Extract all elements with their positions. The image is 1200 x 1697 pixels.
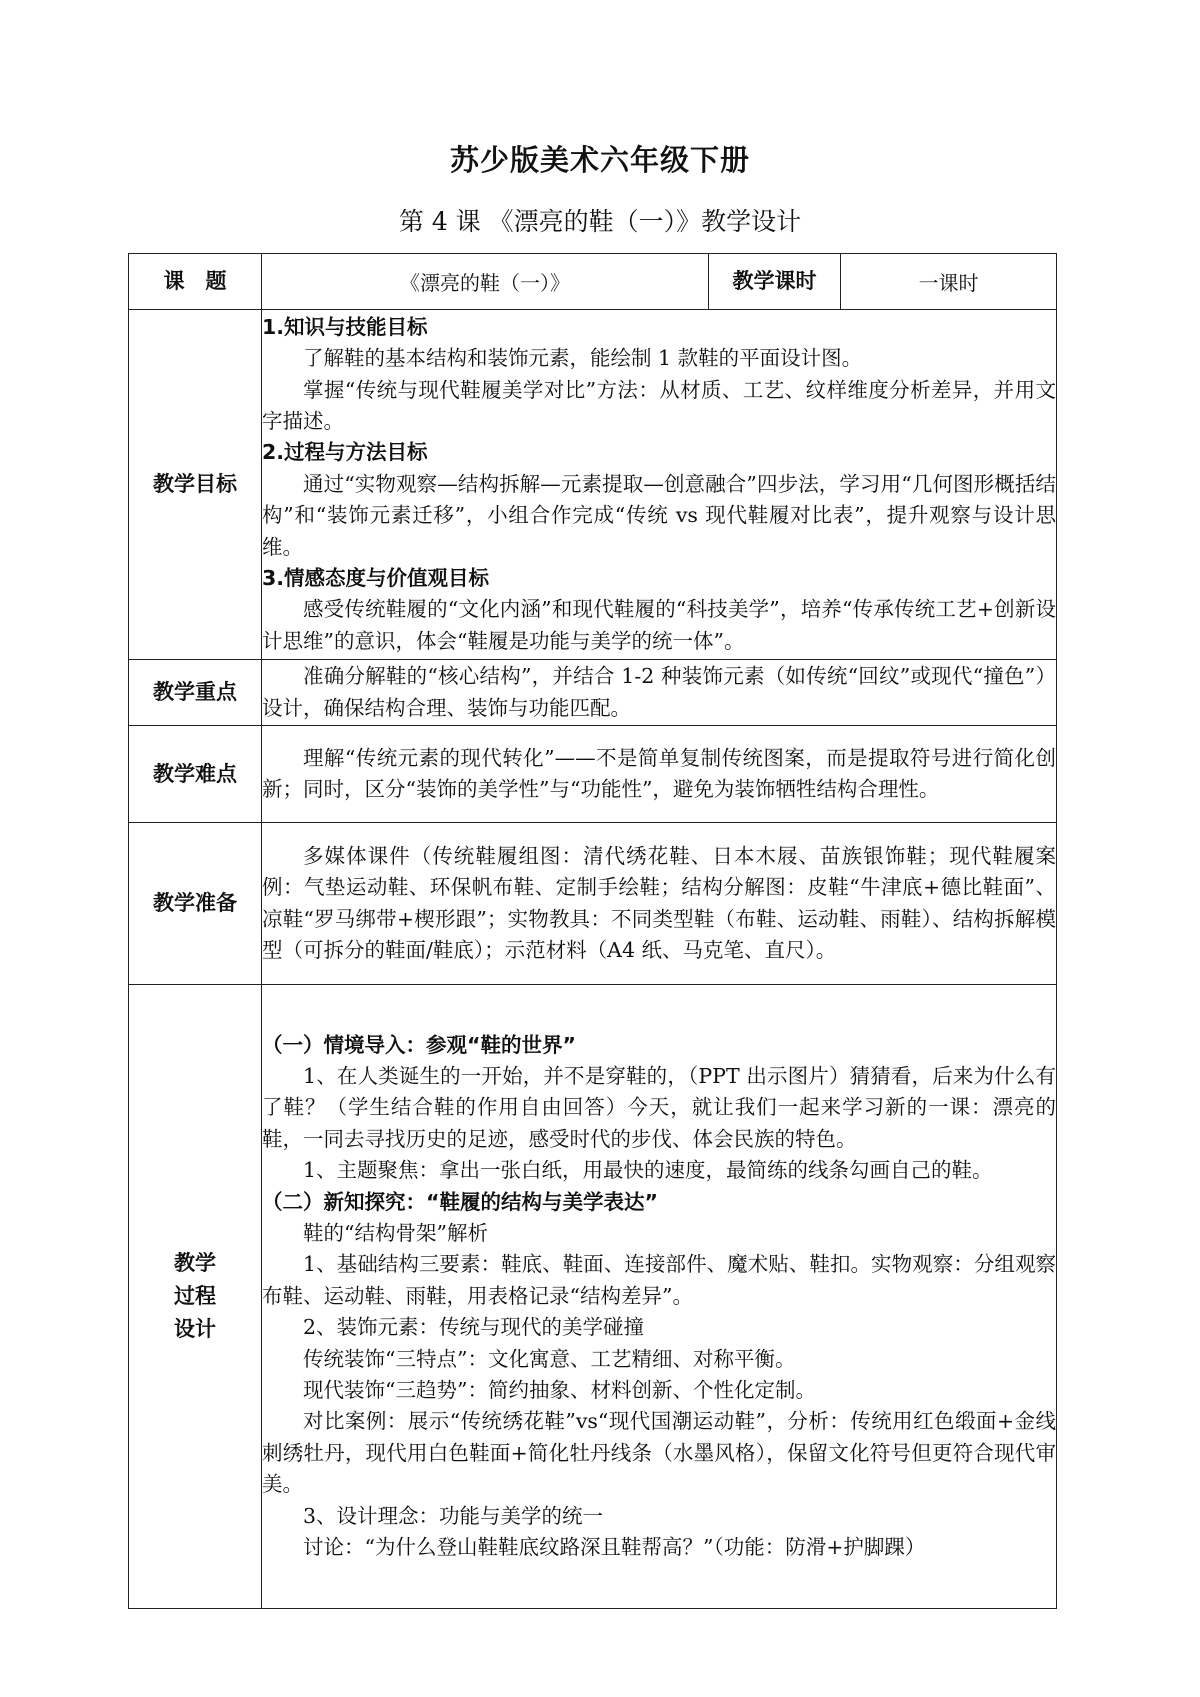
page-title: 苏少版美术六年级下册 — [449, 143, 750, 177]
difficulties-label: 教学难点 — [129, 726, 262, 823]
hours-value: 一课时 — [841, 254, 1057, 310]
difficulties-row — [129, 726, 1057, 823]
process-paragraph: 2、装饰元素：传统与现代的美学碰撞 — [303, 1315, 645, 1340]
hours-label: 教学课时 — [709, 254, 841, 310]
topic-value: 《漂亮的鞋（一）》 — [262, 254, 709, 310]
process-paragraph: 鞋的“结构骨架”解析 — [303, 1220, 488, 1245]
process-heading-intro: （一）情境导入：参观“鞋的世界” — [262, 1032, 576, 1057]
objective-heading-emotion: 3.情感态度与价值观目标 — [262, 566, 490, 591]
process-paragraph: 对比案例：展示“传统绣花鞋”vs“现代国潮运动鞋”，分析：传统用红色缎面+金线刺绣牡丹，现代用白色鞋面+简化牡丹线条（水墨风格），保留文化符号但更符合现代审美。 — [262, 1409, 1056, 1497]
difficulties-text: 理解“传统元素的现代转化”——不是简单复制传统图案，而是提取符号进行简化创新；同时，区分“装饰的美学性”与“功能性”，避免为装饰牺牲结构合理性。 — [262, 745, 1056, 801]
preparation-text: 多媒体课件（传统鞋履组图：清代绣花鞋、日本木屐、苗族银饰鞋；现代鞋履案例：气垫运动鞋、环保帆布鞋、定制手绘鞋；结构分解图：皮鞋“牛津底+德比鞋面”、凉鞋“罗马绑带+楔形跟”；实物教具：不同类型鞋（布鞋、运动鞋、雨鞋）、结构拆解模型（可拆分的鞋面/鞋底）；示范材料（A4 纸、马克笔、直尺）。 — [262, 843, 1056, 962]
objective-paragraph: 掌握“传统与现代鞋履美学对比”方法：从材质、工艺、纹样维度分析差异，并用文字描述。 — [262, 377, 1056, 433]
header-row — [129, 254, 1057, 310]
key-points-text: 准确分解鞋的“核心结构”，并结合 1-2 种装饰元素（如传统“回纹”或现代“撞色”）设计，确保结构合理、装饰与功能匹配。 — [262, 664, 1056, 720]
process-label-line: 教学 — [174, 1251, 216, 1275]
process-label-line: 过程 — [174, 1284, 216, 1308]
process-paragraph: 3、设计理念：功能与美学的统一 — [303, 1503, 604, 1528]
process-paragraph: 传统装饰“三特点”：文化寓意、工艺精细、对称平衡。 — [303, 1346, 796, 1371]
topic-label: 课 题 — [129, 254, 262, 310]
objective-paragraph: 了解鞋的基本结构和装饰元素，能绘制 1 款鞋的平面设计图。 — [303, 346, 863, 371]
process-paragraph: 1、在人类诞生的一开始，并不是穿鞋的，（PPT 出示图片）猜猜看，后来为什么有了鞋？（学生结合鞋的作用自由回答）今天，就让我们一起来学习新的一课：漂亮的鞋，一同去寻找历史的足迹，感受时代的步伐、体会民族的特色。 — [262, 1063, 1056, 1151]
process-paragraph: 现代装饰“三趋势”：简约抽象、材料创新、个性化定制。 — [303, 1378, 816, 1403]
objectives-content — [262, 310, 1057, 660]
process-row — [129, 985, 1057, 1609]
lesson-plan-table — [128, 253, 1057, 1609]
key-points-label: 教学重点 — [129, 660, 262, 726]
objective-paragraph: 感受传统鞋履的“文化内涵”和现代鞋履的“科技美学”，培养“传承传统工艺+创新设计思维”的意识，体会“鞋履是功能与美学的统一体”。 — [262, 597, 1056, 653]
process-paragraph: 1、基础结构三要素：鞋底、鞋面、连接部件、魔术贴、鞋扣。实物观察：分组观察布鞋、运动鞋、雨鞋，用表格记录“结构差异”。 — [262, 1252, 1056, 1308]
process-heading-explore: （二）新知探究：“鞋履的结构与美学表达” — [262, 1189, 658, 1214]
preparation-row — [129, 823, 1057, 985]
objective-heading-process: 2.过程与方法目标 — [262, 440, 428, 465]
key-points-row — [129, 660, 1057, 726]
process-paragraph: 讨论：“为什么登山鞋鞋底纹路深且鞋帮高？”（功能：防滑+护脚踝） — [303, 1535, 926, 1560]
preparation-label: 教学准备 — [129, 823, 262, 985]
process-label-line: 设计 — [174, 1317, 216, 1341]
objectives-label: 教学目标 — [129, 310, 262, 660]
objective-paragraph: 通过“实物观察—结构拆解—元素提取—创意融合”四步法，学习用“几何图形概括结构”和“装饰元素迁移”，小组合作完成“传统 vs 现代鞋履对比表”，提升观察与设计思维。 — [262, 471, 1056, 559]
page-subtitle: 第 4 课 《漂亮的鞋（一）》教学设计 — [398, 207, 802, 236]
process-paragraph: 1、主题聚焦：拿出一张白纸，用最快的速度，最简练的线条勾画自己的鞋。 — [303, 1158, 993, 1183]
objective-heading-knowledge: 1.知识与技能目标 — [262, 314, 428, 339]
process-content — [262, 985, 1057, 1609]
process-label — [129, 985, 262, 1609]
objectives-row — [129, 310, 1057, 660]
